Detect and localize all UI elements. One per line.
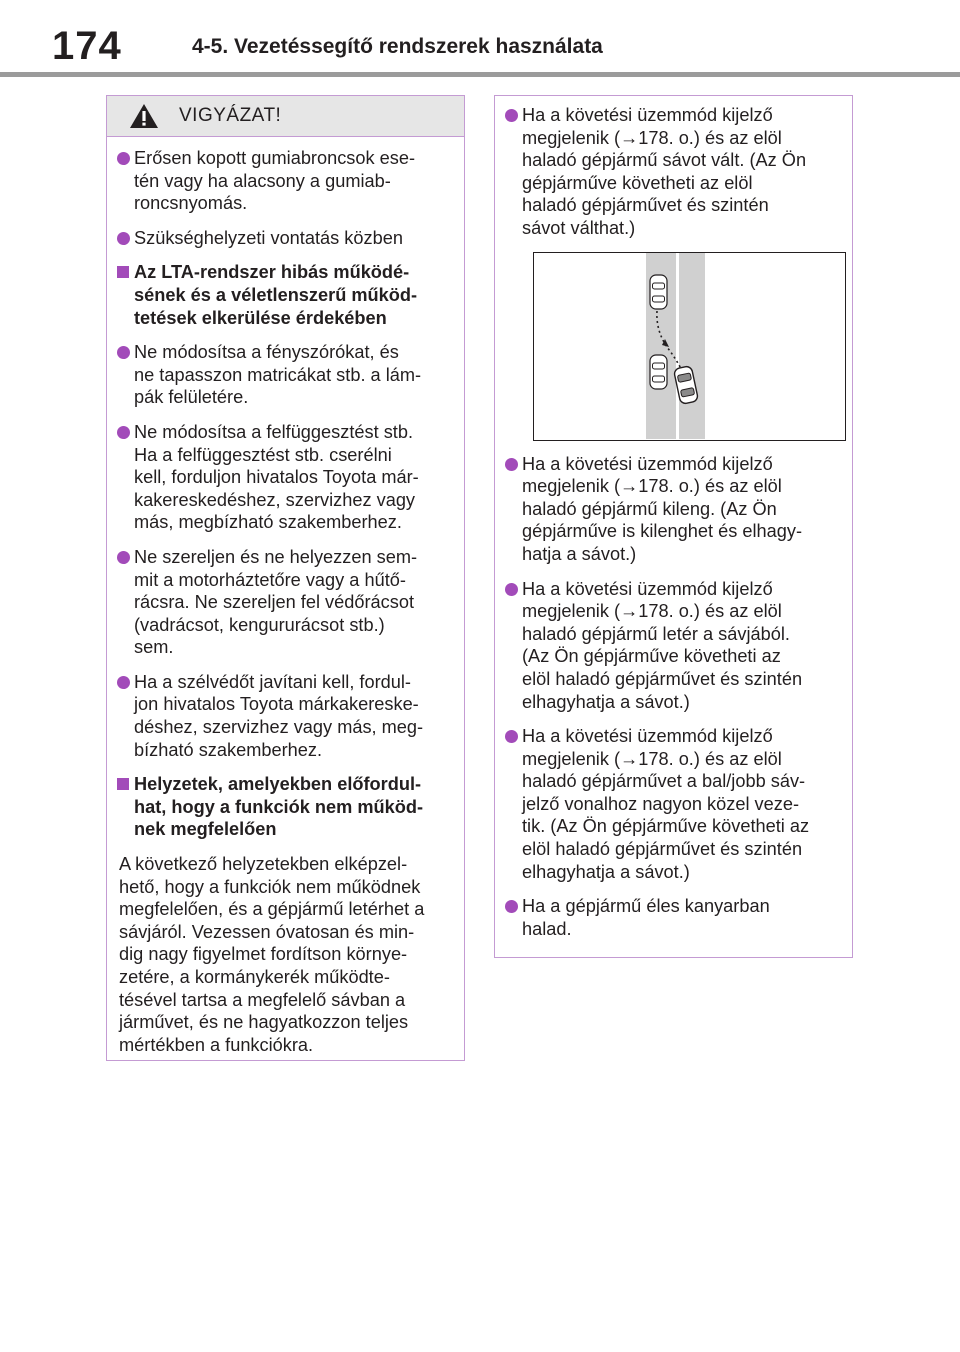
text-line: Ne módosítsa a fényszórókat, és [134,342,399,363]
warning-header [107,96,464,137]
text-line: haladó gépjárművet és szintén [522,195,769,216]
section-title: 4-5. Vezetéssegítő rendszerek használata [192,35,603,58]
text-line: más, megbízható szakemberhez. [134,512,402,533]
text-line: mértékben a funkciókra. [119,1034,314,1055]
text-line: Ha a gépjármű éles kanyarban [522,896,770,917]
text-line: elöl haladó gépjárművet és szintén [522,839,803,860]
text-line: nek megfelelően [134,819,277,840]
text-line: Ha a követési üzemmód kijelző [522,726,773,747]
list-item [119,546,454,659]
list-item [119,671,454,761]
square-marker-icon [117,266,129,278]
text-line: déshez, szervizhez vagy más, meg- [134,717,424,738]
text-line: Helyzetek, amelyekben előfordul- [134,774,422,795]
bullet-icon [117,232,130,245]
text-line: sávot válthat.) [522,217,636,238]
lane-change-illustration [533,252,846,441]
warning-box [106,95,465,1061]
text-line: Ha a követési üzemmód kijelző [522,578,773,599]
text-line: megfelelően, és a gépjármű letérhet a [119,899,425,920]
text-line: mit a motorháztetőre vagy a hűtő- [134,569,406,590]
bullet-icon [505,730,518,743]
text-line: Ne szereljen és ne helyezzen sem- [134,546,418,567]
text-line: bízható szakemberhez. [134,739,323,760]
text-line: kell, forduljon hivatalos Toyota már- [134,467,419,488]
text-line: (Az Ön gépjárműve követheti az [522,646,781,667]
bullet-icon [117,551,130,564]
text-line: sem. [134,637,174,658]
text-line: tén vagy ha alacsony a gumiab- [134,170,391,191]
text-line: rácsra. Ne szereljen fel védőrácsot [134,592,415,613]
text-line: elhagyhatja a sávot.) [522,691,690,712]
text-line: tik. (Az Ön gépjárműve követheti az [522,816,810,837]
bullet-icon [505,109,518,122]
text-line: sének és a véletlenszerű működ- [134,284,418,305]
text-line: megjelenik (→178. o.) és az elöl [522,476,782,497]
text-line: megjelenik (→178. o.) és az elöl [522,601,782,622]
text-line: roncsnyomás. [134,193,248,214]
text-line: hat, hogy a funkciók nem működ- [134,796,424,817]
parked-car [650,355,667,389]
list-item [119,341,454,409]
text-line: kakereskedéshez, szervizhez vagy [134,489,416,510]
bullet-icon [117,346,130,359]
text-line: tetések elkerülése érdekében [134,307,387,328]
text-line: jon hivatalos Toyota márkakereske- [134,694,419,715]
text-line: haladó gépjárművet a bal/jobb sáv- [522,771,806,792]
lane-diagram [534,253,844,439]
text-line: haladó gépjármű sávot vált. (Az Ön [522,150,807,171]
text-line: Ne módosítsa a felfüggesztést stb. [134,421,414,442]
subheading [119,261,454,329]
text-line: dig nagy figyelmet fordítson környe- [119,944,408,965]
bullet-icon [117,152,130,165]
text-line: Ha a követési üzemmód kijelző [522,105,773,125]
list-item [507,578,842,714]
text-line: megjelenik (→178. o.) és az elöl [522,127,782,148]
text-line: járművet, és ne hagyatkozzon teljes [119,1012,409,1033]
list-item [119,147,454,215]
page-number: 174 [52,24,122,68]
page-header [0,0,960,80]
text-line: Ha a követési üzemmód kijelző [522,453,773,474]
info-box [494,95,853,958]
bullet-icon [117,426,130,439]
warning-title: VIGYÁZAT! [179,105,282,126]
text-line: halad. [522,918,572,939]
bullet-icon [505,583,518,596]
lead-car [650,275,667,309]
text-line: megjelenik (→178. o.) és az elöl [522,748,782,769]
header-divider [0,72,960,77]
text-line: elhagyhatja a sávot.) [522,861,690,882]
list-item [119,421,454,534]
text-line: zetére, a kormánykerék működte- [119,967,390,987]
text-line: gépjárműve követheti az elöl [522,172,753,193]
text-line: elöl haladó gépjárművet és szintén [522,668,803,689]
text-line: (vadrácsot, kengururácsot stb.) [134,614,385,635]
text-line: sávjáról. Vezessen óvatosan és min- [119,921,415,942]
warning-content [107,137,464,1056]
bullet-icon [117,676,130,689]
items-before-figure [507,104,842,240]
text-line: pák felületére. [134,387,249,408]
subheading [119,773,454,841]
text-line: ne tapasszon matricákat stb. a lám- [134,364,422,385]
list-item [507,453,842,566]
text-line: Erősen kopott gumiabroncsok ese- [134,148,416,168]
text-line: jelző vonalhoz nagyon közel veze- [522,793,800,814]
list-item [507,725,842,883]
square-marker-icon [117,778,129,790]
body-paragraph [119,853,454,1056]
text-line: hető, hogy a funkciók nem működnek [119,876,421,897]
text-line: haladó gépjármű kileng. (Az Ön [522,498,777,519]
text-line: Ha a felfüggesztést stb. cserélni [134,444,392,465]
text-line: Szükséghelyzeti vontatás közben [134,227,403,248]
text-line: A következő helyzetekben elképzel- [119,854,408,875]
list-item [507,895,842,940]
text-line: tésével tartsa a megfelelő sávban a [119,989,406,1010]
warning-triangle-icon [129,103,159,129]
text-line: haladó gépjármű letér a sávjából. [522,623,790,644]
list-item [119,227,454,250]
text-line: hatja a sávot.) [522,543,637,564]
road-right-lane [679,253,705,439]
info-content [495,96,852,940]
items-after-figure [507,453,842,941]
bullet-icon [505,458,518,471]
text-line: gépjárműve is kilenghet és elhagy- [522,521,803,542]
list-item [507,104,842,240]
bullet-icon [505,900,518,913]
text-line: Ha a szélvédőt javítani kell, fordul- [134,671,411,692]
text-line: Az LTA-rendszer hibás működé- [134,262,410,283]
